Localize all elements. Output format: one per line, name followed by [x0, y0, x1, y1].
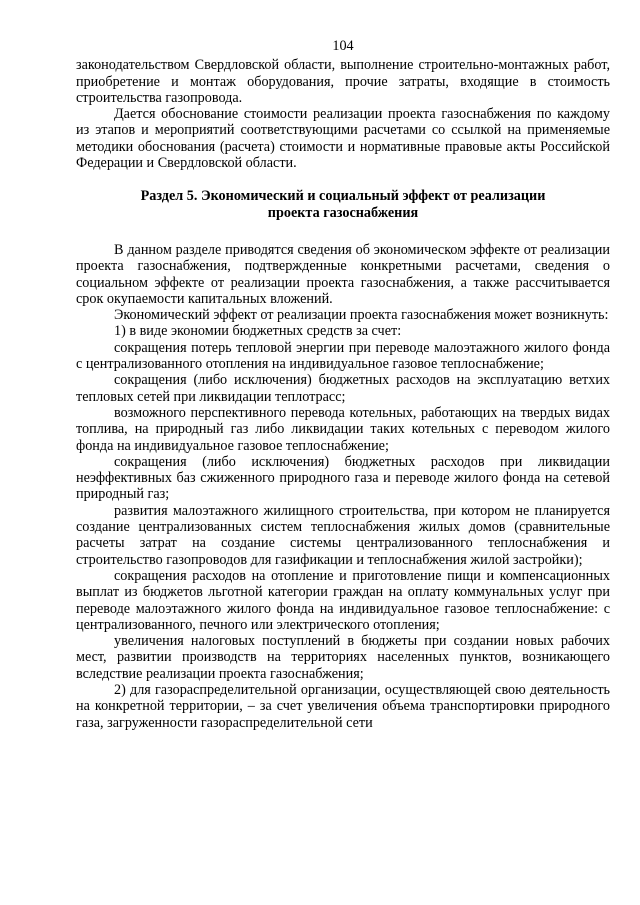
body-paragraph: В данном разделе приводятся сведения об экономическом эффекте от реализации проекта газоснабжения, подтвержденные конкретными расчетами, сведения о социальном эффекте от реализации проекта газоснабжения, а также рассчитывается срок окупаемости капитальных вложений. [76, 241, 610, 307]
list-item: развития малоэтажного жилищного строительства, при котором не планируется создание централизованных систем теплоснабжения жилых домов (сравнительные расчеты затрат на создание системы централизованного теплоснабжения и строительство газопроводов для газификации и теплоснабжения жилой застройки); [76, 502, 610, 568]
list-item: возможного перспективного перевода котельных, работающих на твердых видах топлива, на природный газ либо ликвидации таких котельных с переводом жилого фонда на индивидуальное газовое теплоснабжение; [76, 404, 610, 454]
list-item: сокращения (либо исключения) бюджетных расходов при ликвидации неэффективных баз сжиженного природного газа и переводе жилого фонда на сетевой природный газ; [76, 453, 610, 503]
list-item: сокращения потерь тепловой энергии при переводе малоэтажного жилого фонда с централизованного отопления на индивидуальное газовое теплоснабжение; [76, 339, 610, 373]
intro-paragraph-continuation: законодательством Свердловской области, выполнение строительно-монтажных работ, приобретение и монтаж оборудования, прочие затраты, входящие в стоимость строительства газопровода. [76, 57, 610, 106]
intro-paragraph-cost-justification: Дается обоснование стоимости реализации проекта газоснабжения по каждому из этапов и мероприятий соответствующими расчетами со ссылкой на применяемые методики обоснования (расчета) стоимости и нормативные правовые акты Российской Федерации и Свердловской области. [76, 106, 610, 172]
section-title [76, 188, 610, 221]
list-item: 1) в виде экономии бюджетных средств за счет: [114, 323, 402, 340]
page-number: 104 [332, 38, 354, 54]
section-title-line-2: проекта газоснабжения [267, 204, 419, 221]
list-item: увеличения налоговых поступлений в бюджеты при создании новых рабочих мест, развитии производств на территориях населенных пунктов, возникающего вследствие реализации проекта газоснабжения; [76, 633, 610, 682]
list-item: сокращения (либо исключения) бюджетных расходов на эксплуатацию ветхих тепловых сетей при ликвидации теплотрасс; [76, 372, 610, 405]
body-paragraph: Экономический эффект от реализации проекта газоснабжения может возникнуть: [114, 307, 609, 324]
section-title-line-1: Раздел 5. Экономический и социальный эффект от реализации [140, 188, 546, 205]
list-item: сокращения расходов на отопление и приготовление пищи и компенсационных выплат из бюджетов льготной категории граждан на оплату коммунальных услуг при переводе малоэтажного жилого фонда на индивидуальное газовое теплоснабжение: с централизованного, печного или электрического отопления; [76, 567, 610, 633]
list-item: 2) для газораспределительной организации, осуществляющей свою деятельность на конкретной территории, – за счет увеличения объема транспортировки природного газа, загруженности газораспределительной сети [76, 681, 610, 731]
